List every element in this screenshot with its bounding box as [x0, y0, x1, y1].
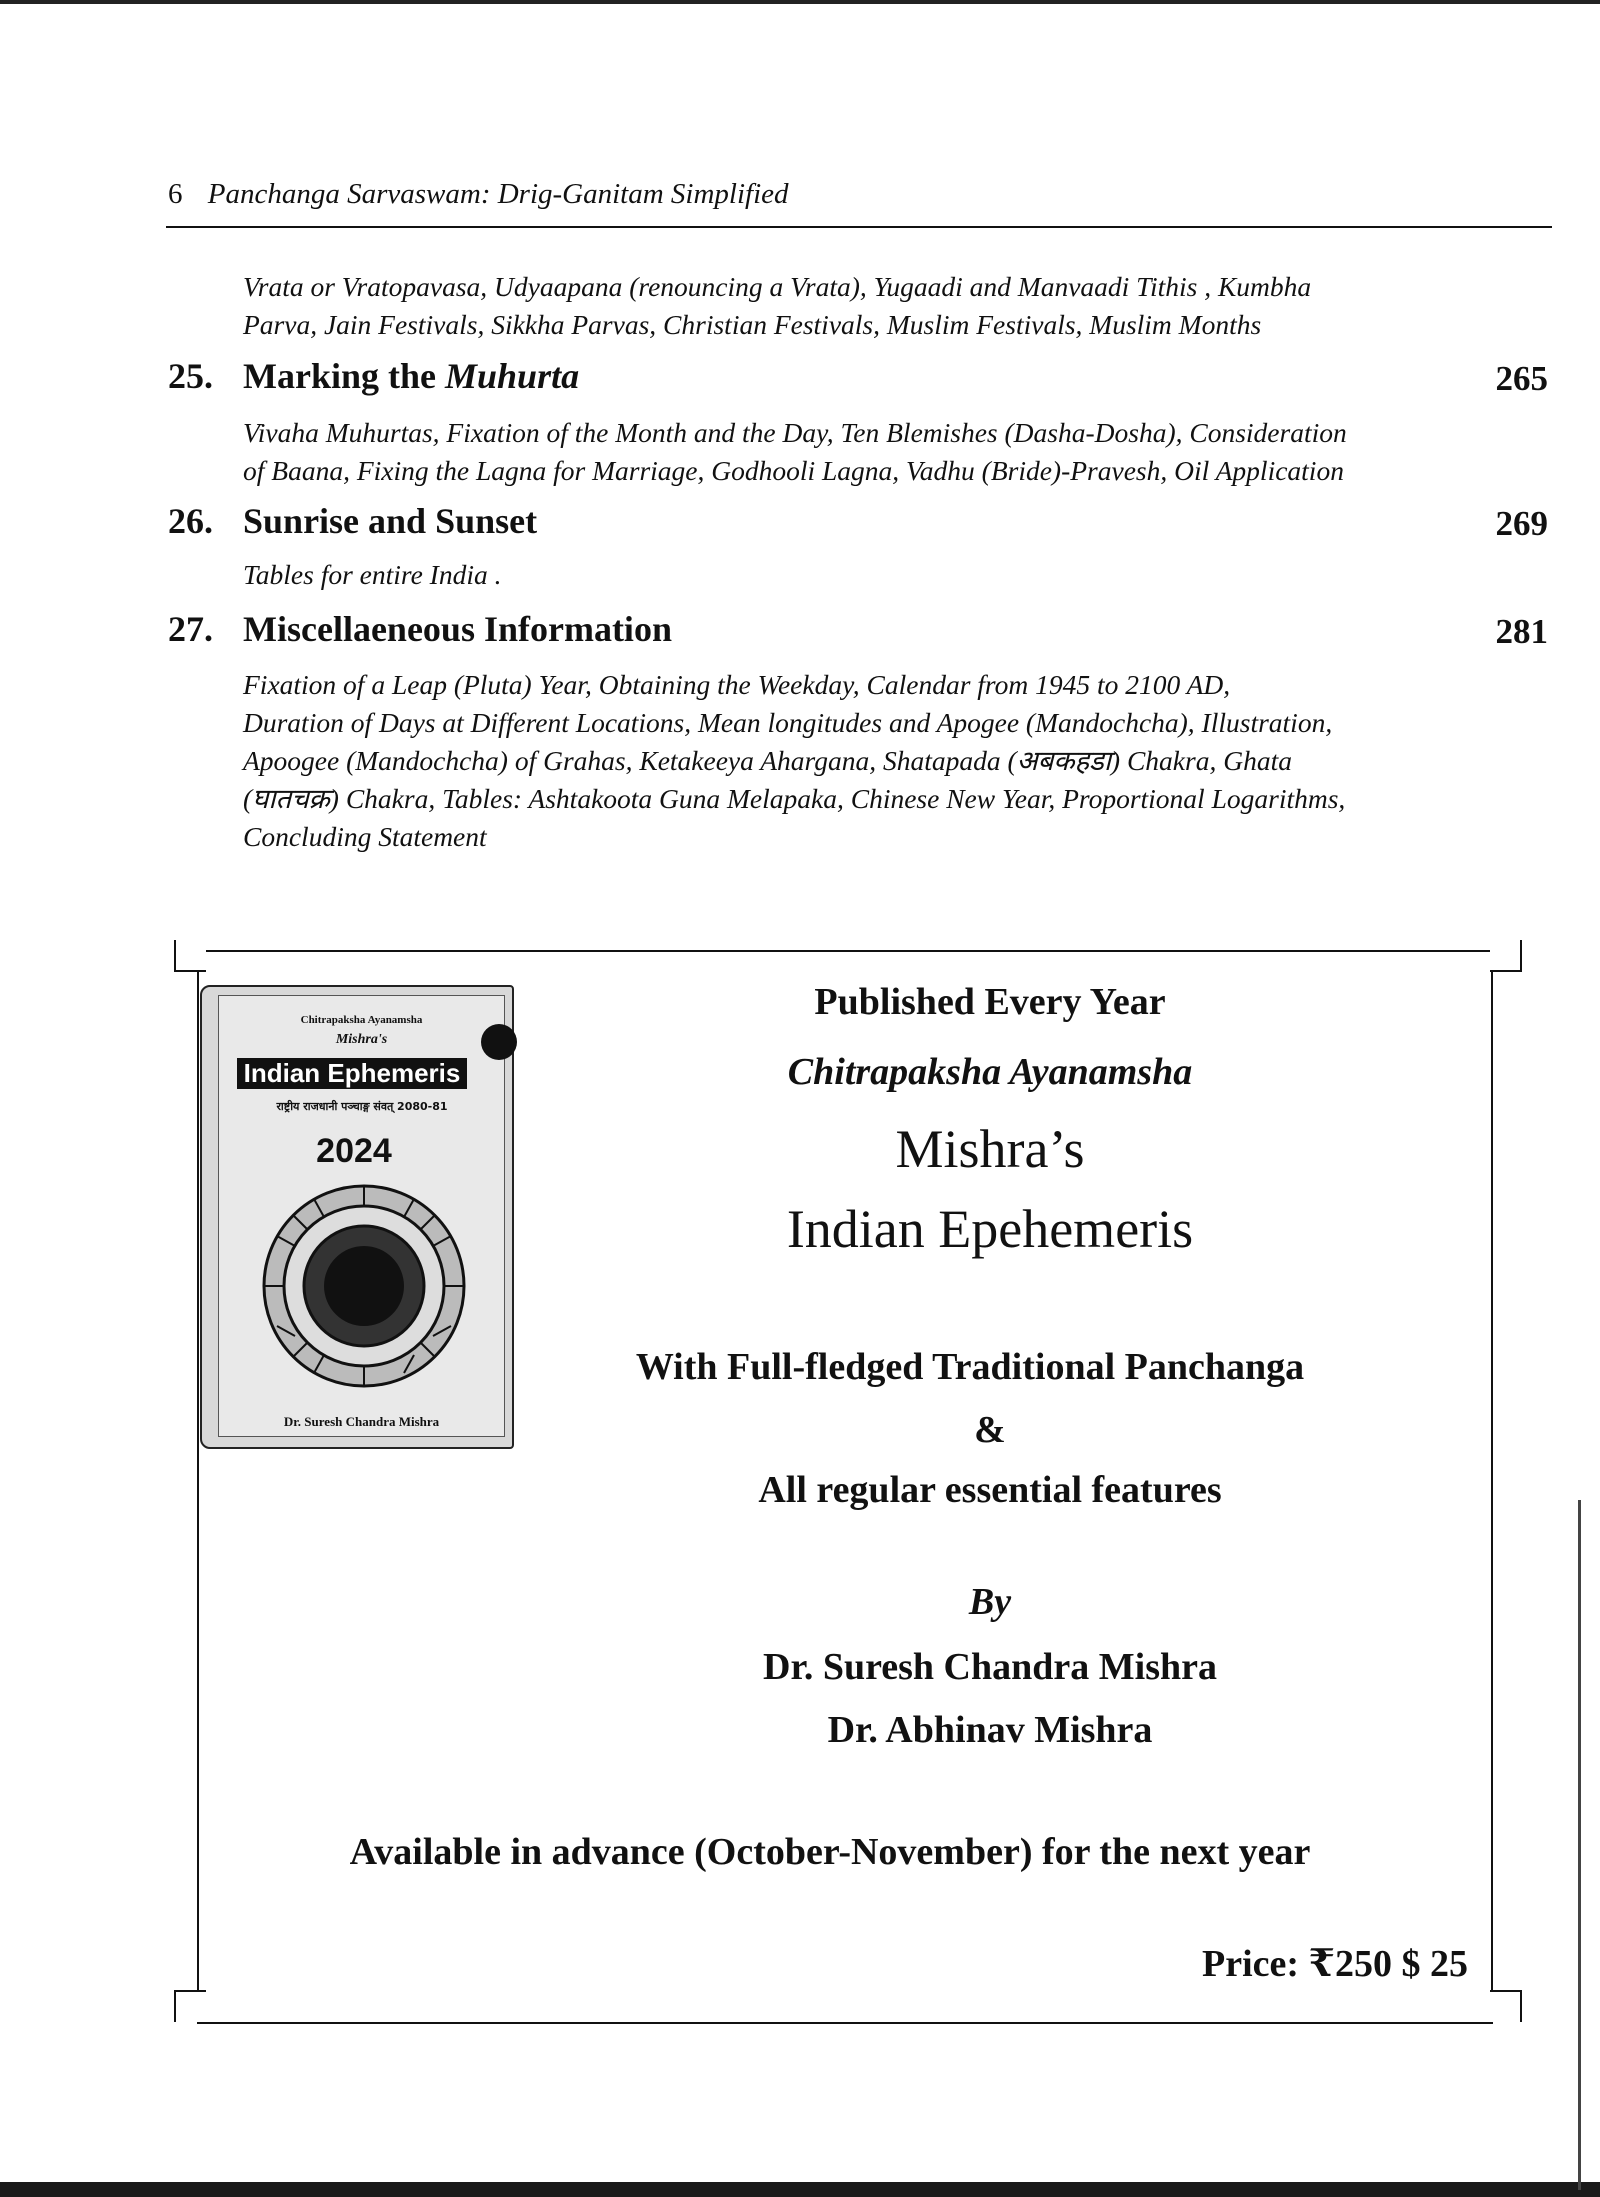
entry-description — [243, 556, 1493, 594]
entry-page: 269 — [1495, 504, 1548, 543]
scan-edge-top — [0, 0, 1600, 4]
toc-entry[interactable] — [168, 608, 1548, 650]
entry-number: 27. — [168, 609, 213, 649]
ad-panchanga-line: With Full-fledged Traditional Panchanga — [635, 1346, 1305, 1388]
entry-description — [243, 414, 1493, 490]
ad-price: Price: ₹250 $ 25 — [1202, 1943, 1468, 1985]
ad-features: All regular essential features — [758, 1469, 1222, 1511]
toc-entry[interactable] — [168, 355, 1548, 397]
desc-line: Vrata or Vratopavasa, Udyaapana (renouncing a Vrata), Yugaadi and Manvaadi Tithis , Kumbha — [243, 271, 1312, 302]
ad-by: By — [968, 1581, 1012, 1623]
cover-year: 2024 — [316, 1132, 392, 1170]
toc-entry[interactable] — [168, 500, 1548, 542]
desc-line: Duration of Days at Different Locations, Mean longitudes and Apogee (Mandochcha), Illustration, — [243, 707, 1333, 738]
ad-indian-ephemeris: Indian Epehemeris — [786, 1199, 1194, 1259]
entry-description — [243, 666, 1493, 856]
running-head — [168, 178, 789, 211]
book-title-header: Panchanga Sarvaswam: Drig-Ganitam Simplified — [207, 178, 789, 210]
cover-ayanamsha: Chitrapaksha Ayanamsha — [300, 1014, 423, 1026]
frame-corner-ornament — [174, 1990, 206, 2022]
scan-edge-right — [1578, 1500, 1581, 2190]
ad-availability: Available in advance (October-November) for the next year — [349, 1831, 1311, 1873]
desc-line: Parva, Jain Festivals, Sikkha Parvas, Christian Festivals, Muslim Festivals, Muslim Months — [243, 309, 1262, 340]
frame-corner-ornament — [174, 940, 206, 972]
entry-page: 281 — [1495, 612, 1548, 651]
entry-title: Marking the — [243, 356, 436, 396]
cover-title: Indian Ephemeris — [237, 1058, 467, 1089]
scan-edge-bottom — [0, 2182, 1600, 2197]
entry-title-em: Muhurta — [445, 356, 580, 396]
frame-corner-ornament — [1490, 940, 1522, 972]
ad-author-2: Dr. Abhinav Mishra — [827, 1709, 1153, 1751]
desc-line: of Baana, Fixing the Lagna for Marriage, Godhooli Lagna, Vadhu (Bride)-Pravesh, Oil Application — [243, 455, 1344, 486]
frame-corner-ornament — [1490, 1990, 1522, 2022]
ad-ayanamsha: Chitrapaksha Ayanamsha — [787, 1051, 1193, 1093]
entry-number: 25. — [168, 356, 213, 396]
ad-ampersand: & — [974, 1409, 1006, 1451]
cover-author: Dr. Suresh Chandra Mishra — [283, 1414, 440, 1429]
zodiac-wheel-icon — [259, 1181, 469, 1391]
entry-number: 26. — [168, 501, 213, 541]
header-rule — [166, 226, 1552, 228]
entry-title: Miscellaeneous Information — [243, 609, 672, 649]
page-number: 6 — [168, 178, 183, 210]
ad-published-every-year: Published Every Year — [814, 981, 1166, 1023]
ad-mishras: Mishra’s — [895, 1119, 1085, 1179]
entry-page: 265 — [1495, 359, 1548, 398]
desc-line: Concluding Statement — [243, 821, 487, 852]
ad-author-1: Dr. Suresh Chandra Mishra — [763, 1646, 1217, 1688]
cover-hindi-subtitle: राष्ट्रीय राजधानी पञ्चाङ्ग संवत् 2080-81 — [276, 1100, 448, 1113]
desc-line: Apoogee (Mandochcha) of Grahas, Ketakeeya Ahargana, Shatapada (अबकहडा) Chakra, Ghata — [243, 745, 1292, 776]
desc-line: Fixation of a Leap (Pluta) Year, Obtaining the Weekday, Calendar from 1945 to 2100 AD, — [243, 669, 1231, 700]
desc-line: (घातचक्र) Chakra, Tables: Ashtakoota Guna Melapaka, Chinese New Year, Proportional Logarithms, — [243, 783, 1346, 814]
book-cover-image — [200, 985, 514, 1449]
toc-continuation — [243, 268, 1493, 344]
entry-title: Sunrise and Sunset — [243, 501, 538, 541]
cover-author-possessive: Mishra's — [335, 1032, 388, 1047]
desc-line: Tables for entire India . — [243, 559, 502, 590]
desc-line: Vivaha Muhurtas, Fixation of the Month and the Day, Ten Blemishes (Dasha-Dosha), Consideration — [243, 417, 1347, 448]
book-cover-face — [218, 995, 505, 1437]
